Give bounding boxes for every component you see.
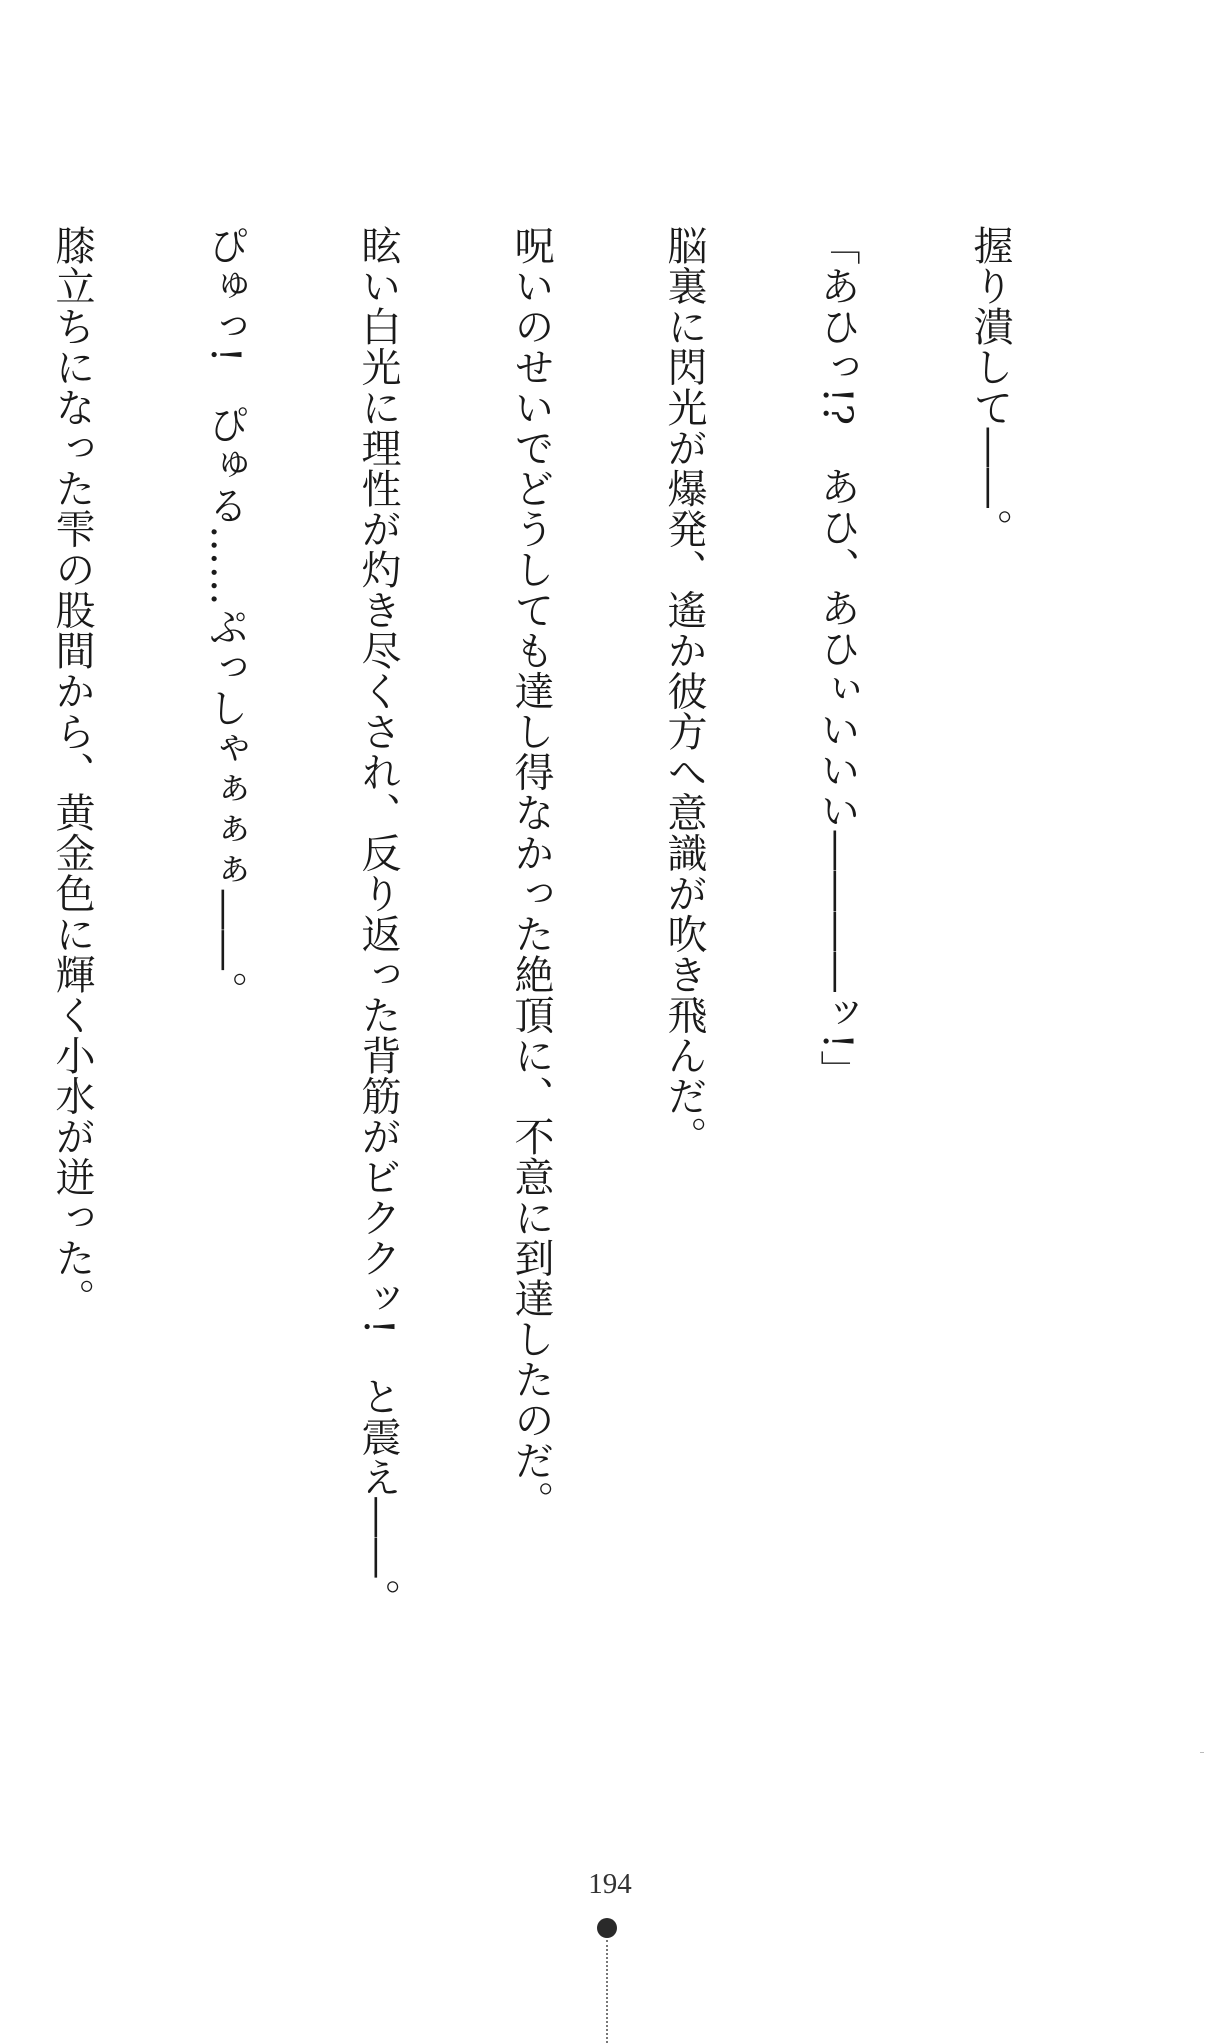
- page-marker-dotted-line: [606, 1940, 608, 2043]
- page-number: 194: [588, 1868, 632, 1900]
- text-line: 呪いのせいでどうしても達し得なかった絶頂に、不意に到達したのだ。: [508, 225, 554, 1521]
- page-marker-dot: [597, 1918, 617, 1938]
- scan-edge-mark: [1200, 1752, 1204, 1753]
- text-line: 眩い白光に理性が灼き尽くされ、反り返った背筋がビククッ! と震え――。: [355, 225, 401, 1619]
- text-line: 膝立ちになった雫の股間から、黄金色に輝く小水が迸った。: [49, 225, 95, 1319]
- text-line: ぴゅっ! ぴゅる……ぷっしゃぁぁぁ――。: [202, 225, 248, 1012]
- vertical-text-block: [49, 225, 1117, 1695]
- text-line: 脳裏に閃光が爆発、遙か彼方へ意識が吹き飛んだ。: [661, 225, 707, 1157]
- text-line: 握り潰して――。: [967, 225, 1013, 549]
- text-line: 「あひっ!? あひ、あひぃいいい――――ッ!」: [814, 225, 860, 1091]
